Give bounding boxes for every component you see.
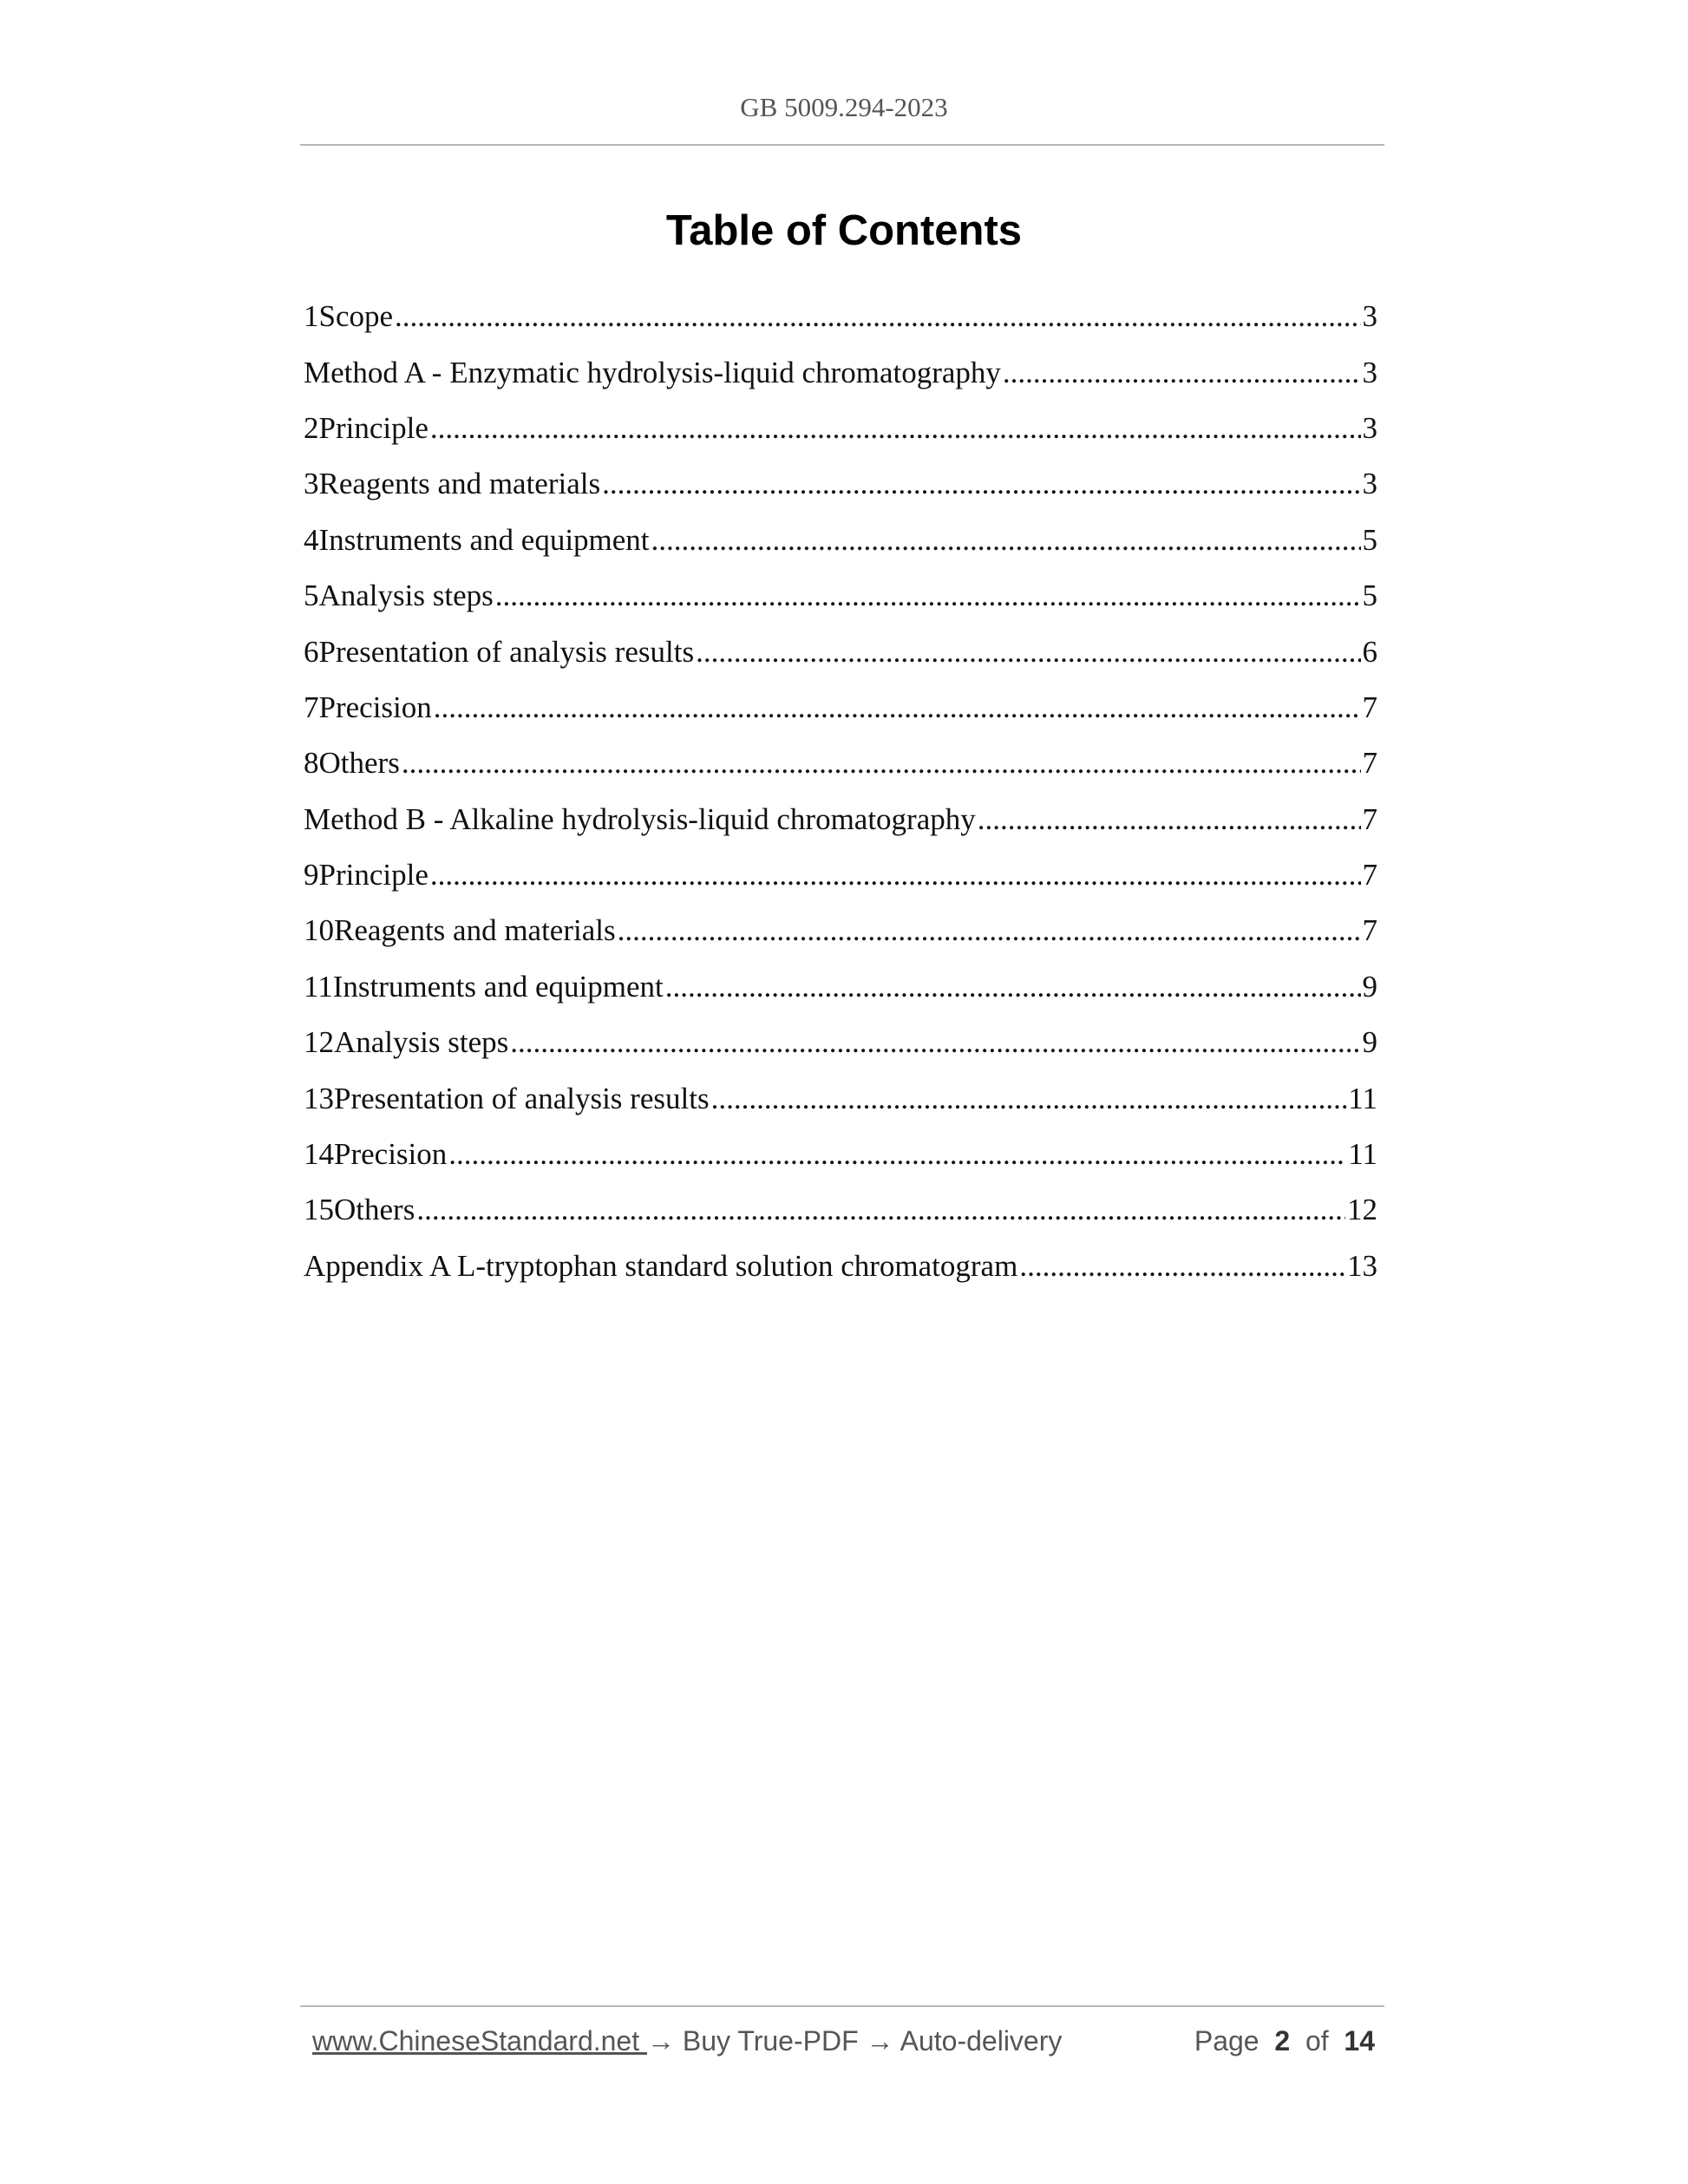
toc-entry-label: Others <box>334 1193 415 1227</box>
toc-entry-number: 9 <box>304 858 319 893</box>
toc-entry-label: Instruments and equipment <box>318 522 650 557</box>
header-divider <box>300 144 1384 146</box>
toc-dot-leader <box>434 690 1361 725</box>
toc-entry[interactable] <box>304 1182 1377 1238</box>
footer-divider <box>300 2005 1384 2007</box>
toc-dot-leader <box>395 299 1360 334</box>
toc-entry-page: 7 <box>1362 690 1377 724</box>
toc-entry[interactable] <box>304 736 1377 791</box>
page-indicator <box>1194 2025 1375 2057</box>
toc-entry-number: 7 <box>304 690 319 724</box>
toc-entry-page: 9 <box>1362 1025 1377 1060</box>
toc-entry-number: 12 <box>304 1025 334 1060</box>
toc-dot-leader <box>1003 356 1361 390</box>
toc-entry-label: Presentation of analysis results <box>334 1081 710 1115</box>
toc-entry-page: 11 <box>1348 1137 1377 1172</box>
toc-dot-leader <box>430 858 1361 893</box>
toc-entry-label: Reagents and materials <box>334 913 616 948</box>
toc-entry[interactable] <box>304 847 1377 903</box>
toc-entry-number: 13 <box>304 1081 334 1115</box>
toc-entry[interactable] <box>304 680 1377 736</box>
toc-entry-page: 7 <box>1362 913 1377 948</box>
toc-entry-label: Principle <box>318 410 429 445</box>
toc-entry[interactable] <box>304 401 1377 456</box>
toc-entry-label: Presentation of analysis results <box>318 634 695 669</box>
toc-entry[interactable] <box>304 903 1377 958</box>
footer-step-delivery: Auto-delivery <box>900 2025 1063 2056</box>
footer-promo <box>312 2025 1062 2057</box>
toc-entry-number: 10 <box>304 913 334 948</box>
toc-dot-leader <box>711 1082 1347 1116</box>
toc-entry[interactable] <box>304 1015 1377 1070</box>
toc-entry-label: Method B - Alkaline hydrolysis-liquid chromatography <box>304 801 976 836</box>
running-header: GB 5009.294-2023 <box>740 92 948 122</box>
toc-entry[interactable] <box>304 1070 1377 1126</box>
toc-entry-page: 3 <box>1362 299 1377 334</box>
toc-entry-page: 7 <box>1362 801 1377 836</box>
toc-entry-label: Method A - Enzymatic hydrolysis-liquid chromatography <box>304 355 1001 389</box>
toc-entry-page: 7 <box>1362 746 1377 781</box>
toc-entry-page: 3 <box>1362 410 1377 445</box>
toc-entry-number: 14 <box>304 1137 334 1172</box>
toc-entry-page: 3 <box>1362 355 1377 389</box>
toc-entry-label: Analysis steps <box>334 1025 509 1060</box>
toc-entry-page: 7 <box>1362 858 1377 893</box>
toc-dot-leader <box>651 523 1361 558</box>
page-footer <box>312 2025 1375 2057</box>
toc-dot-leader <box>602 467 1360 501</box>
toc-dot-leader <box>510 1025 1360 1060</box>
toc-entry-number: 11 <box>304 969 333 1004</box>
toc-entry[interactable] <box>304 456 1377 512</box>
toc-dot-leader <box>696 635 1360 670</box>
arrow-right-icon: → <box>866 2025 894 2056</box>
toc-dot-leader <box>618 913 1361 948</box>
toc-entry-number: 15 <box>304 1193 334 1227</box>
toc-entry-label: Analysis steps <box>318 579 494 613</box>
toc-entry-label: Precision <box>318 690 432 724</box>
toc-entry-label: Reagents and materials <box>318 467 601 501</box>
toc-entry-label: Principle <box>318 858 429 893</box>
toc-entry-label: Others <box>318 746 400 781</box>
toc-entry-page: 3 <box>1362 467 1377 501</box>
toc-dot-leader <box>495 579 1361 613</box>
toc-entry-number: 3 <box>304 467 319 501</box>
toc-list <box>304 289 1377 1294</box>
toc-dot-leader <box>1019 1249 1345 1284</box>
toc-entry-number: 5 <box>304 579 319 613</box>
toc-entry-label: Precision <box>334 1137 448 1172</box>
toc-entry-page: 5 <box>1362 522 1377 557</box>
footer-step-buy: Buy True-PDF <box>682 2025 859 2056</box>
toc-entry[interactable] <box>304 1239 1377 1294</box>
toc-entry-page: 11 <box>1348 1081 1377 1115</box>
toc-dot-leader <box>430 411 1361 446</box>
toc-entry[interactable] <box>304 344 1377 400</box>
page-current: 2 <box>1274 2025 1291 2056</box>
toc-entry-number: 4 <box>304 522 319 557</box>
toc-dot-leader <box>665 970 1361 1004</box>
toc-entry[interactable] <box>304 959 1377 1015</box>
toc-dot-leader <box>448 1137 1346 1172</box>
toc-entry-page: 9 <box>1362 969 1377 1004</box>
toc-entry-label: Scope <box>318 299 394 334</box>
toc-entry-page: 13 <box>1347 1248 1377 1283</box>
toc-entry-number: 1 <box>304 299 319 334</box>
toc-entry[interactable] <box>304 792 1377 847</box>
toc-entry[interactable] <box>304 624 1377 679</box>
toc-entry[interactable] <box>304 568 1377 624</box>
toc-entry-number: 8 <box>304 746 319 781</box>
toc-title: Table of Contents <box>665 207 1023 254</box>
toc-dot-leader <box>978 802 1361 837</box>
page-total: 14 <box>1344 2025 1375 2056</box>
of-label: of <box>1305 2025 1329 2056</box>
toc-entry[interactable] <box>304 1127 1377 1182</box>
toc-entry-page: 12 <box>1347 1193 1377 1227</box>
toc-entry-label: Appendix A L-tryptophan standard solution chromatogram <box>304 1248 1018 1283</box>
toc-entry-number: 2 <box>304 410 319 445</box>
toc-entry[interactable] <box>304 513 1377 568</box>
page-label: Page <box>1194 2025 1259 2056</box>
toc-dot-leader <box>402 746 1361 781</box>
toc-dot-leader <box>416 1193 1345 1227</box>
toc-entry-page: 6 <box>1362 634 1377 669</box>
toc-entry-label: Instruments and equipment <box>332 969 664 1004</box>
toc-entry-page: 5 <box>1362 579 1377 613</box>
toc-entry[interactable] <box>304 289 1377 344</box>
arrow-right-icon: → <box>647 2025 675 2056</box>
website-link[interactable]: www.ChineseStandard.net <box>312 2025 647 2056</box>
toc-entry-number: 6 <box>304 634 319 669</box>
